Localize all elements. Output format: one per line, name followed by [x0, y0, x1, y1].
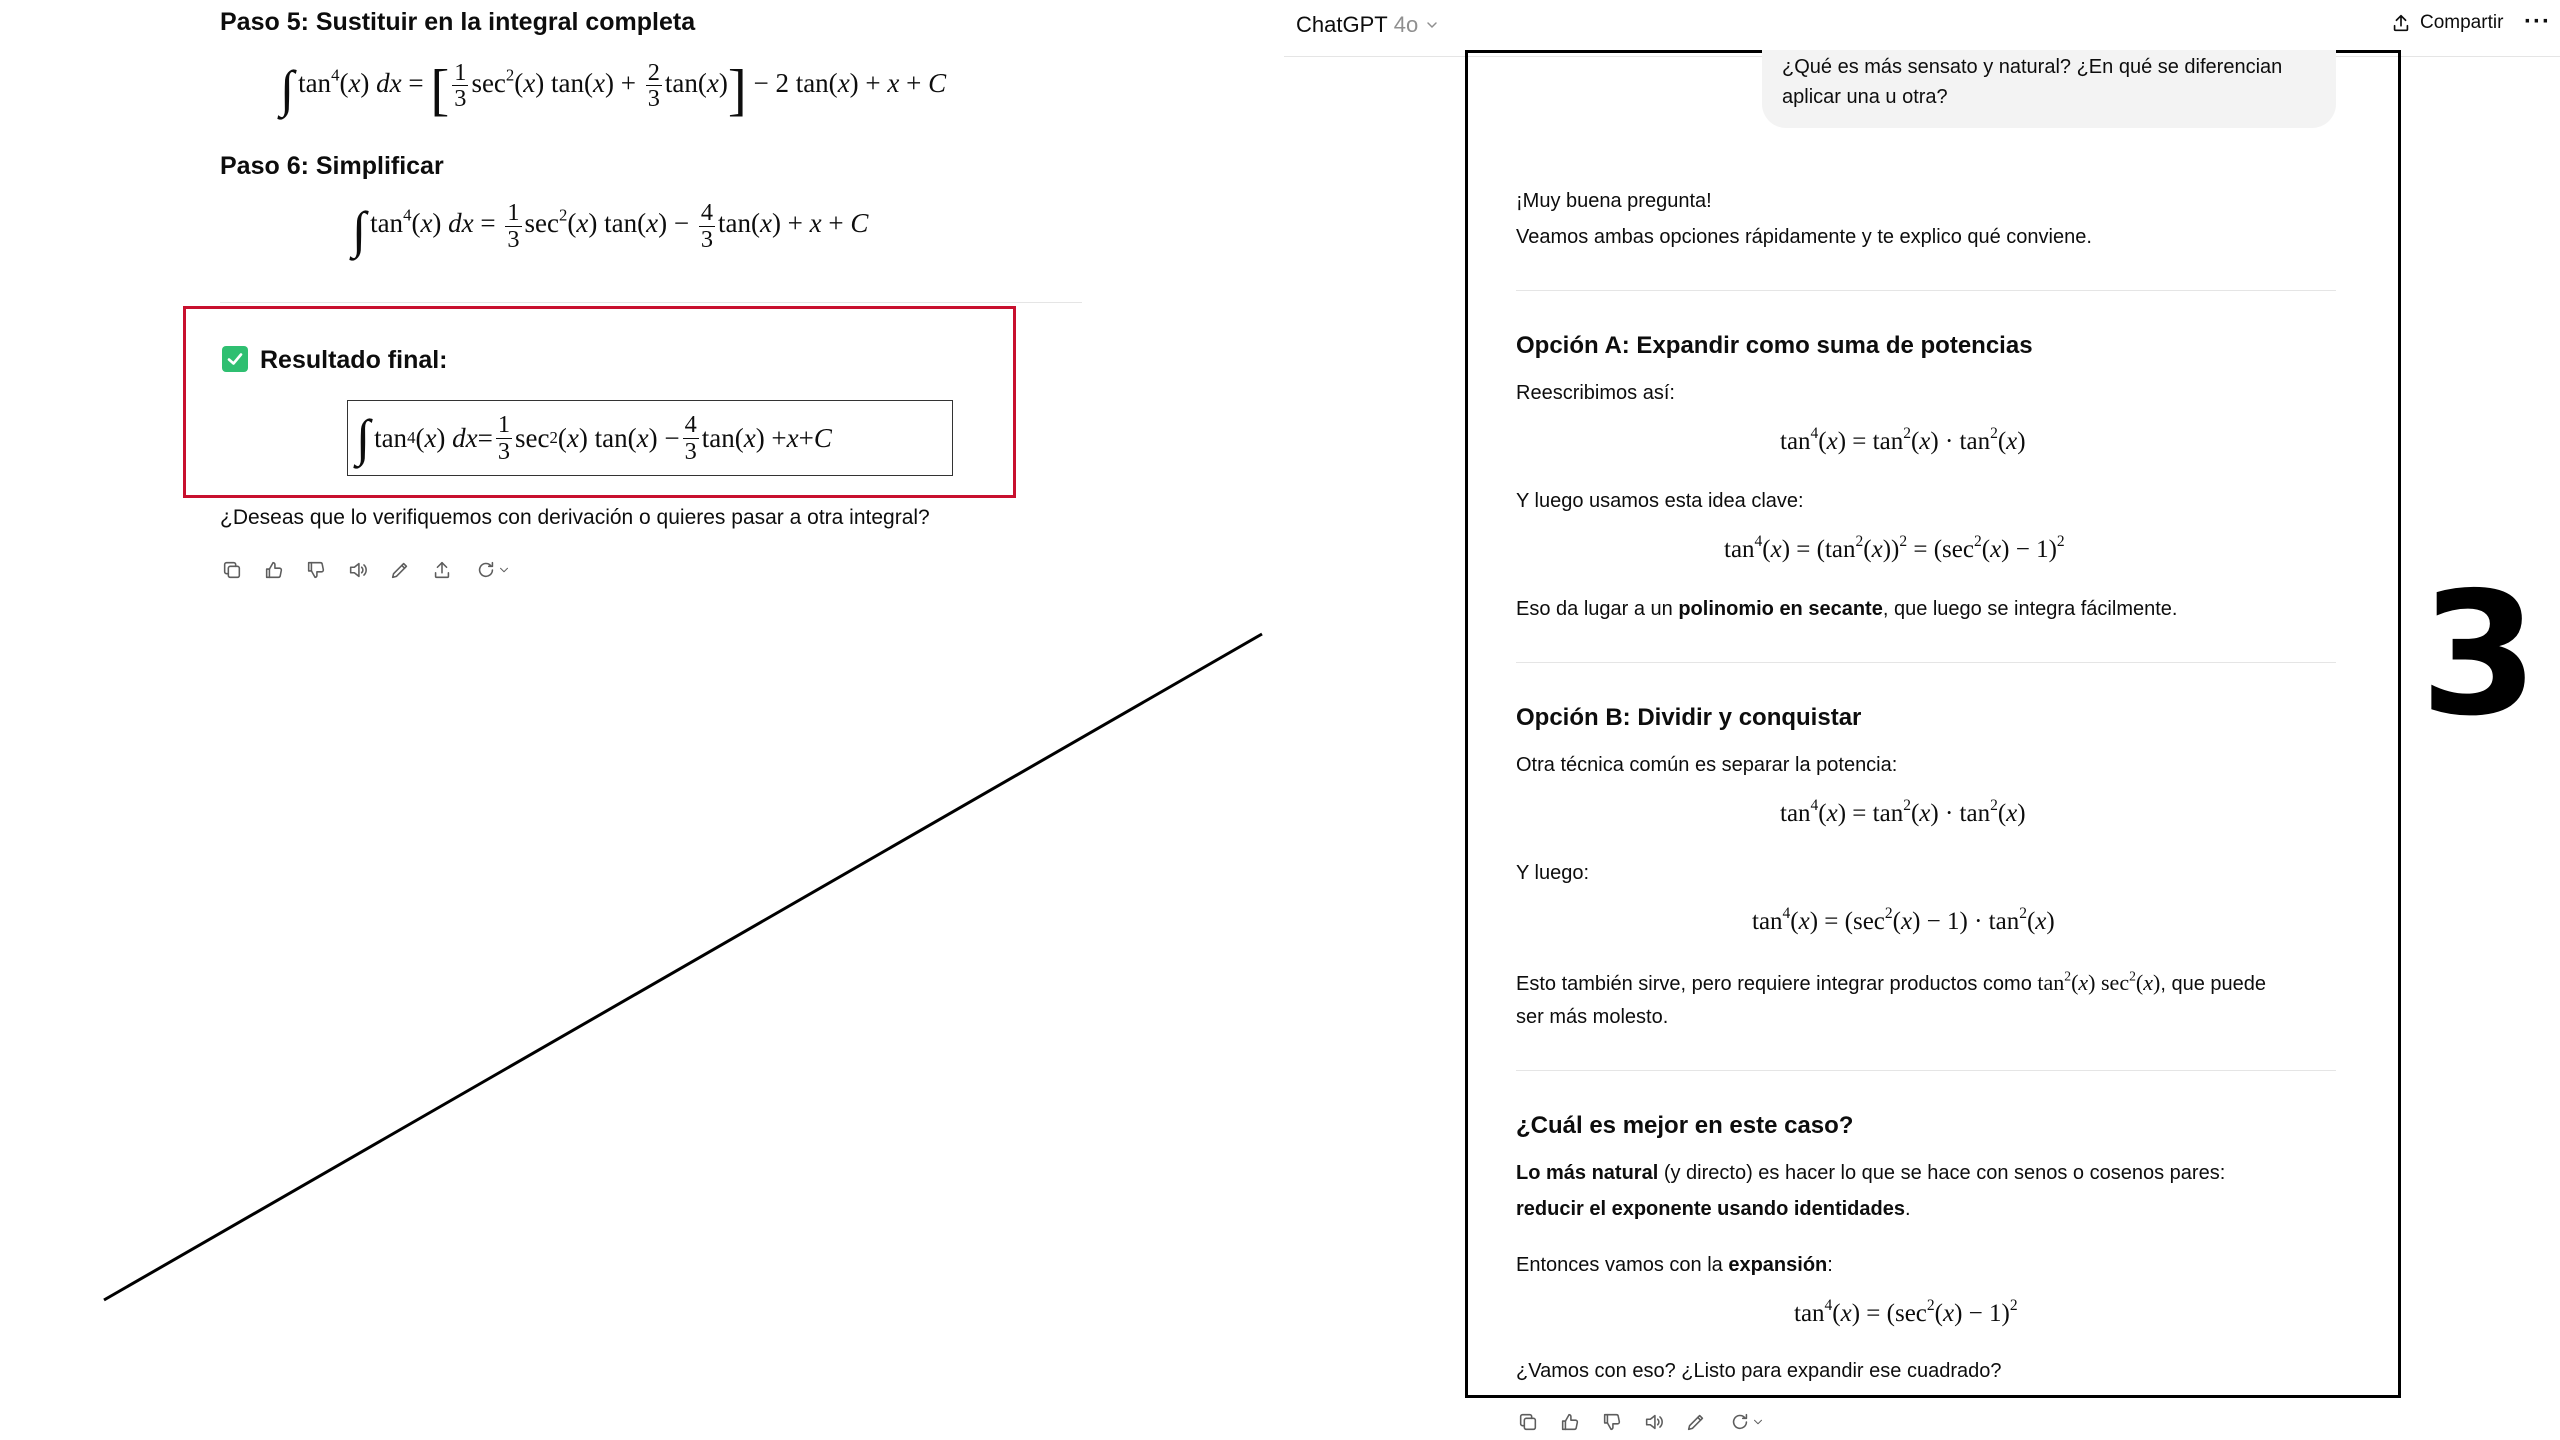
divider-1 — [1516, 290, 2336, 291]
user-message-bubble — [1762, 50, 2336, 128]
right-message-actions — [1516, 1410, 1768, 1434]
step5-equation: ∫ $\tan^4(x)$ dx = [ $\frac{1}{3}$ $\sec^2(x) \tan(x)$ + $\frac{2}{3}$ tan(x)] − 2 tan(x) + x + C — [280, 58, 947, 122]
optionA-text2: Y luego usamos esta idea clave: — [1516, 490, 1804, 512]
best-text2: reducir el exponente usando identidades. — [1516, 1198, 1911, 1220]
divider-2 — [1516, 662, 2336, 663]
best-equation: $\tan^4(x) = (\sec^2(x) - 1)^2$ — [1794, 1297, 2018, 1327]
more-options-icon[interactable]: ··· — [2524, 8, 2551, 35]
model-version: 4o — [1393, 12, 1419, 37]
optionA-equation1: $\tan^4(x) = \tan^2(x) \cdot \tan^2(x)$ — [1780, 425, 2026, 455]
optionA-heading: Opción A: Expandir como suma de potencias — [1516, 332, 2033, 359]
optionB-equation1: $\tan^4(x) = \tan^2(x) \cdot \tan^2(x)$ — [1780, 797, 2026, 827]
thumbs-up-icon[interactable] — [1558, 1410, 1582, 1434]
intro-line2: Veamos ambas opciones rápidamente y te explico qué conviene. — [1516, 226, 2092, 248]
followup-question: ¿Deseas que lo verifiquemos con derivación o quieres pasar a otra integral? — [220, 506, 930, 529]
optionA-equation2: $\tan^4(x) = (\tan^2(x))^2 = (\sec^2(x) - 1)^2$ — [1724, 533, 2065, 563]
regenerate-icon[interactable] — [1726, 1410, 1768, 1434]
optionA-text3: Eso da lugar a un polinomio en secante, que luego se integra fácilmente. — [1516, 598, 2178, 620]
optionA-text1: Reescribimos así: — [1516, 382, 1675, 404]
chevron-down-icon — [1424, 17, 1440, 33]
user-message-line1: ¿Qué es más sensato y natural? ¿En qué se diferencian — [1782, 56, 2283, 78]
best-text1: Lo más natural (y directo) es hacer lo que se hace con senos o cosenos pares: — [1516, 1162, 2226, 1184]
result-heading: Resultado final: — [260, 346, 448, 374]
optionB-equation2: $\tan^4(x) = (\sec^2(x) - 1) \cdot \tan^2(x)$ — [1752, 905, 2055, 935]
read-aloud-icon[interactable] — [1642, 1410, 1666, 1434]
best-text3: Entonces vamos con la expansión: — [1516, 1254, 1833, 1276]
user-message-line2: aplicar una u otra? — [1782, 86, 1948, 108]
optionB-heading: Opción B: Dividir y conquistar — [1516, 704, 1862, 731]
share-button[interactable] — [2390, 12, 2503, 34]
result-equation-box: ∫ tan 4 ( x ) dx = $\frac{1}{3}$ sec 2 ( x ) tan( x ) − $\frac{4}{3}$ tan( x ) + x + C — [347, 400, 953, 476]
divider-3 — [1516, 1070, 2336, 1071]
step5-heading: Paso 5: Sustituir en la integral completa — [220, 8, 696, 36]
optionB-text3: Esto también sirve, pero requiere integrar productos como $\tan^2(x)$ $\sec^2(x)$, que puede — [1516, 968, 2266, 995]
model-selector[interactable] — [1296, 12, 1440, 38]
share-icon — [2390, 12, 2412, 34]
optionB-text3-line2: ser más molesto. — [1516, 1006, 1669, 1028]
best-option-heading: ¿Cuál es mejor en este caso? — [1516, 1112, 1854, 1139]
share-label: Compartir — [2420, 12, 2504, 33]
closing-question: ¿Vamos con eso? ¿Listo para expandir ese cuadrado? — [1516, 1360, 2002, 1382]
model-name: ChatGPT — [1296, 12, 1388, 37]
intro-line1: ¡Muy buena pregunta! — [1516, 190, 1712, 212]
annotation-number: 3 — [2420, 556, 2539, 754]
edit-pencil-icon[interactable] — [1684, 1410, 1708, 1434]
optionB-text2: Y luego: — [1516, 862, 1590, 884]
copy-icon[interactable] — [1516, 1410, 1540, 1434]
step6-heading: Paso 6: Simplificar — [220, 152, 444, 180]
thumbs-down-icon[interactable] — [1600, 1410, 1624, 1434]
optionB-text1: Otra técnica común es separar la potencia: — [1516, 754, 1898, 776]
step6-equation: ∫ $\tan^4(x)$ dx = $\frac{1}{3}$ $\sec^2(x) \tan(x)$ − $\frac{4}{3}$ tan(x) + x + C — [352, 199, 869, 259]
